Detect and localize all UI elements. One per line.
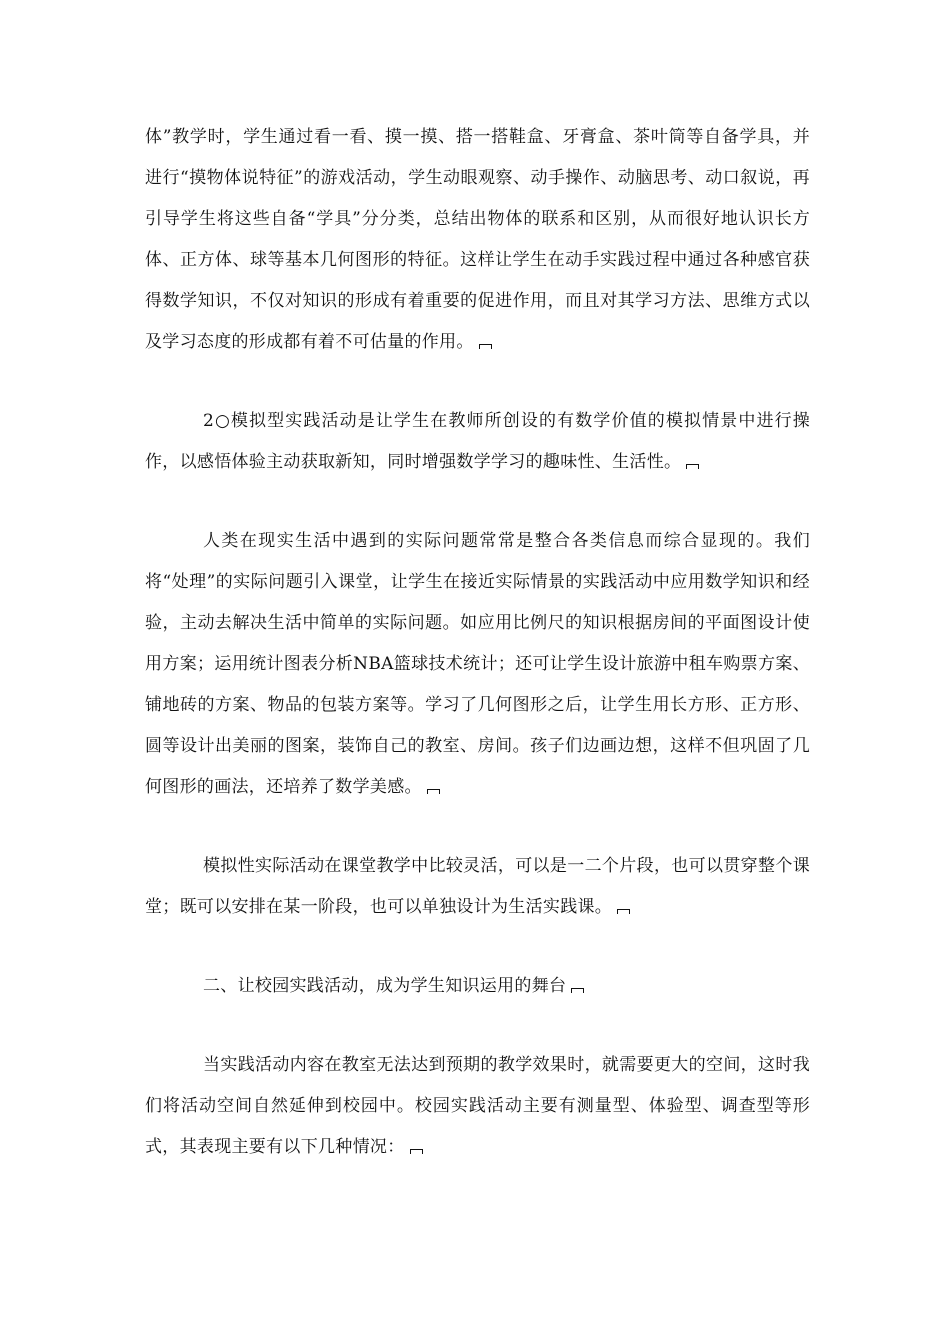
paragraph-mark-icon bbox=[410, 1149, 423, 1154]
paragraph-1 bbox=[145, 117, 810, 363]
document-body bbox=[145, 117, 810, 1206]
paragraph-mark-icon bbox=[427, 789, 440, 794]
paragraph-mark-icon bbox=[571, 988, 584, 993]
section-heading bbox=[145, 966, 810, 1007]
paragraph-mark-icon bbox=[617, 909, 630, 914]
paragraph-4 bbox=[145, 846, 810, 928]
section-heading-text: 二、让校园实践活动，成为学生知识运用的舞台 bbox=[203, 976, 567, 996]
paragraph-1-text: 体”教学时，学生通过看一看、摸一摸、搭一搭鞋盒、牙膏盒、茶叶筒等自备学具，并进行“摸物体说特征”的游戏活动，学生动眼观察、动手操作、动脑思考、动口叙说，再引导学生将这些自备“学具”分分类，总结出物体的联系和区别，从而很好地认识长方体、正方体、球等基本几何图形的特征。这样让学生在动手实践过程中通过各种感官获得数学知识，不仅对知识的形成有着重要的促进作用，而且对其学习方法、思维方式以及学习态度的形成都有着不可估量的作用。 bbox=[145, 127, 810, 352]
paragraph-3 bbox=[145, 521, 810, 808]
paragraph-2 bbox=[145, 401, 810, 483]
paragraph-2-text: 2○模拟型实践活动是让学生在教师所创设的有数学价值的模拟情景中进行操作，以感悟体验主动获取新知，同时增强数学学习的趣味性、生活性。 bbox=[145, 411, 810, 472]
paragraph-6 bbox=[145, 1045, 810, 1168]
paragraph-3-text: 人类在现实生活中遇到的实际问题常常是整合各类信息而综合显现的。我们将“处理”的实际问题引入课堂，让学生在接近实际情景的实践活动中应用数学知识和经验，主动去解决生活中简单的实际问题。如应用比例尺的知识根据房间的平面图设计使用方案；运用统计图表分析NBA篮球技术统计；还可让学生设计旅游中租车购票方案、铺地砖的方案、物品的包装方案等。学习了几何图形之后，让学生用长方形、正方形、圆等设计出美丽的图案，装饰自己的教室、房间。孩子们边画边想，这样不但巩固了几何图形的画法，还培养了数学美感。 bbox=[145, 531, 810, 797]
paragraph-mark-icon bbox=[686, 464, 699, 469]
paragraph-6-text: 当实践活动内容在教室无法达到预期的教学效果时，就需要更大的空间，这时我们将活动空间自然延伸到校园中。校园实践活动主要有测量型、体验型、调查型等形式，其表现主要有以下几种情况： bbox=[145, 1055, 810, 1157]
paragraph-4-text: 模拟性实际活动在课堂教学中比较灵活，可以是一二个片段，也可以贯穿整个课堂；既可以安排在某一阶段，也可以单独设计为生活实践课。 bbox=[145, 856, 810, 917]
paragraph-mark-icon bbox=[479, 344, 492, 349]
